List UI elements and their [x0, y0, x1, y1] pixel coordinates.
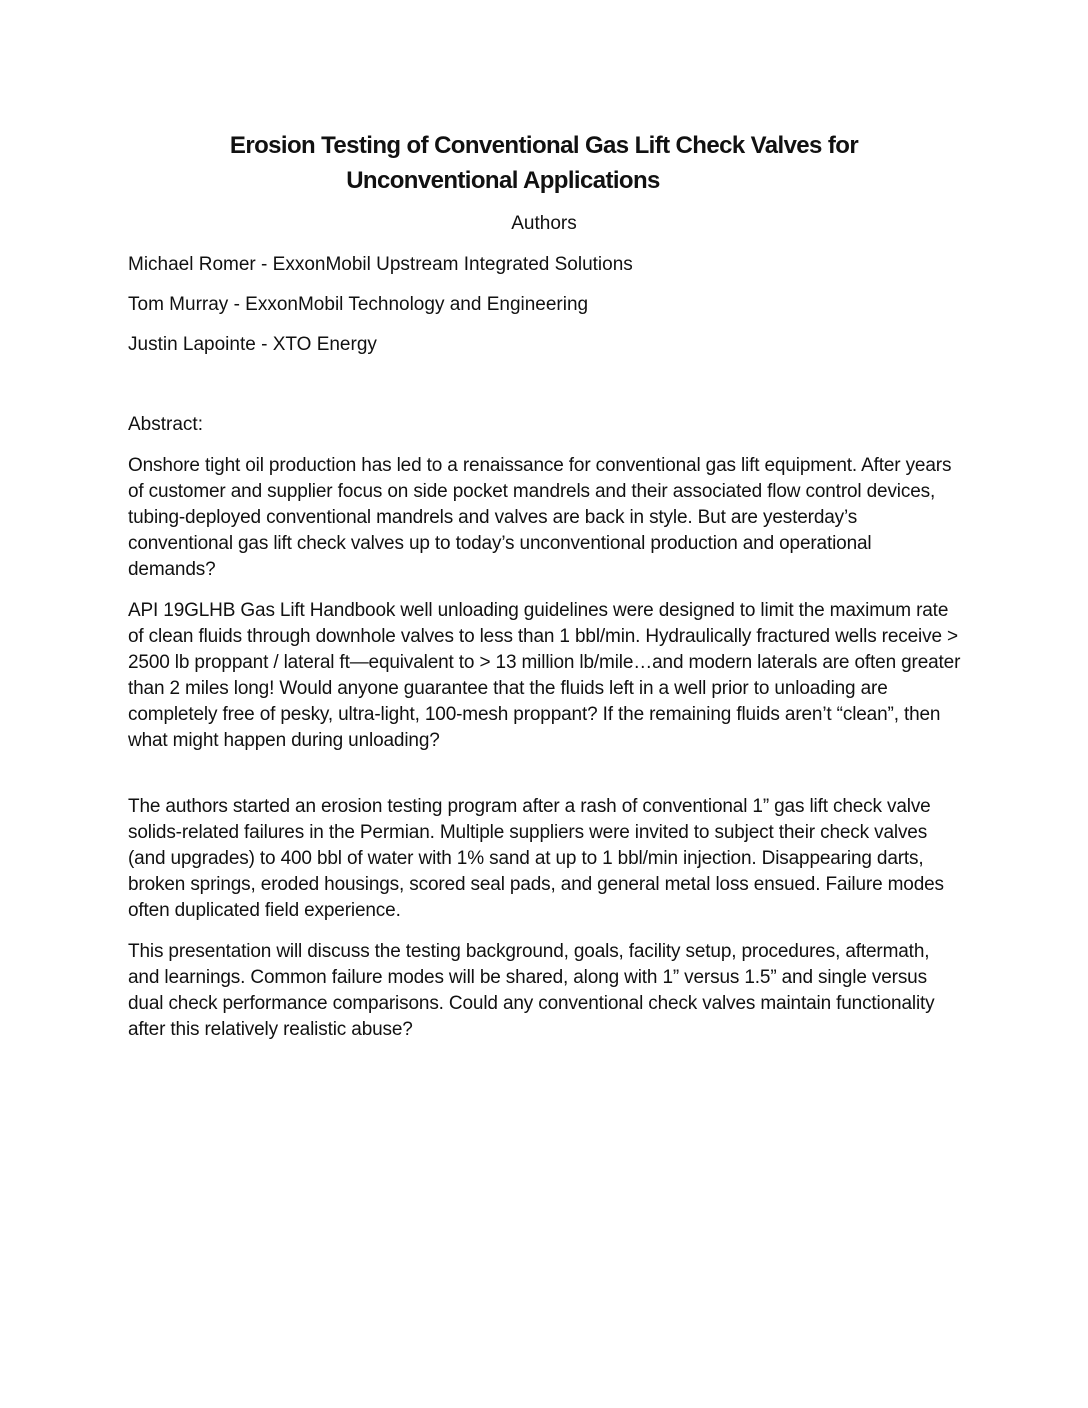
title-line-1: Erosion Testing of Conventional Gas Lift Check Valves for — [229, 132, 859, 159]
author-line: Tom Murray - ExxonMobil Technology and Engineering — [128, 294, 589, 315]
document-title — [128, 128, 960, 198]
author-line: Michael Romer - ExxonMobil Upstream Integrated Solutions — [128, 254, 633, 275]
abstract-paragraph: Onshore tight oil production has led to a renaissance for conventional gas lift equipment. After years of customer and supplier focus on side pocket mandrels and their associated flow control devices, tubing-deployed conventional mandrels and valves are back in style. But are yesterday’s conventional gas lift check valves up to today’s unconventional production and operational demands? — [128, 455, 952, 581]
title-line-2: Unconventional Applications — [346, 167, 660, 194]
abstract-paragraph: API 19GLHB Gas Lift Handbook well unloading guidelines were designed to limit the maximum rate of clean fluids through downhole valves to less than 1 bbl/min. Hydraulically fractured wells receive > 2500 lb proppant / lateral ft—equivalent to > 13 million lb/mile…and modern laterals are often greater than 2 miles long! Would anyone guarantee that the fluids left in a well prior to unloading are completely free of pesky, ultra-light, 100-mesh proppant? If the remaining fluids aren’t “clean”, then what might happen during unloading? — [128, 600, 961, 752]
abstract-label: Abstract: — [128, 414, 203, 435]
author-line: Justin Lapointe - XTO Energy — [128, 334, 377, 355]
abstract-paragraph: This presentation will discuss the testing background, goals, facility setup, procedures, aftermath, and learnings. Common failure modes will be shared, along with 1” versus 1.5” and single versus dual check performance comparisons. Could any conventional check valves maintain functionality after this relatively realistic abuse? — [128, 941, 935, 1041]
abstract-paragraph: The authors started an erosion testing program after a rash of conventional 1” gas lift check valve solids-related failures in the Permian. Multiple suppliers were invited to subject their check valves (and upgrades) to 400 bbl of water with 1% sand at up to 1 bbl/min injection. Disappearing darts, broken springs, eroded housings, scored seal pads, and general metal loss ensued. Failure modes often duplicated field experience. — [128, 796, 944, 922]
authors-heading: Authors — [511, 213, 577, 234]
